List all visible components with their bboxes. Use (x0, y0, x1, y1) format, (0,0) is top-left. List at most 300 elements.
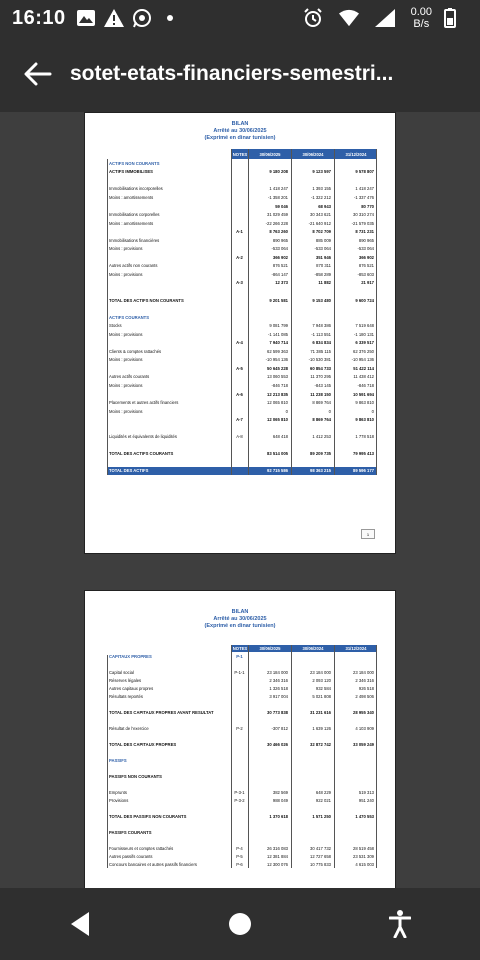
row-value-2024-12: 30 310 274 (353, 212, 374, 218)
row-note: A-2 (236, 254, 243, 260)
table-column-line (376, 645, 377, 868)
row-label: Résultat de l'exercice (109, 725, 149, 731)
row-label: Placements et autres actifs financiers (109, 400, 179, 406)
row-value-2025-06: 12 373 (275, 280, 288, 286)
battery-icon (440, 8, 460, 28)
row-value-2024-12: -1 337 476 (353, 194, 374, 200)
row-value-2024-12: 926 518 (358, 685, 374, 691)
row-value-2024-06: -10 530 381 (308, 357, 331, 363)
warning-icon (104, 8, 124, 28)
row-note: P-1-1 (234, 669, 245, 675)
table-row (107, 159, 377, 168)
row-value-2024-06: 10 775 833 (310, 861, 331, 867)
table-row (107, 828, 377, 836)
row-value-2024-12: 80 770 (361, 203, 374, 209)
table-column-line (334, 149, 335, 475)
row-label: ACTIFS IMMOBILISES (109, 169, 153, 175)
row-label: Résultats reportés (109, 693, 143, 699)
table-left-border (107, 159, 108, 475)
row-label: TOTAL DES CAPITAUX PROPRES AVANT RESULTAT (109, 709, 214, 715)
table-row (107, 321, 377, 330)
column-header: NOTES (232, 646, 248, 651)
row-value-2024-06: 12 727 658 (310, 853, 331, 859)
column-header: 30/06/2024 (291, 645, 334, 652)
row-value-2024-12: 9 863 810 (355, 400, 374, 406)
row-value-2024-06: 932 584 (315, 685, 331, 691)
row-value-2025-06: 9 081 799 (269, 323, 288, 329)
table-column-line (231, 645, 232, 868)
row-label: Autres actifs courants (109, 374, 150, 380)
pdf-viewer[interactable] (0, 112, 480, 888)
row-label: Immobilisations financières (109, 237, 160, 243)
table-row (107, 812, 377, 820)
row-value-2024-06: 6 834 834 (312, 340, 331, 346)
table-row (107, 676, 377, 684)
row-note: P-3-1 (234, 789, 245, 795)
row-value-2024-06: -1 322 212 (310, 194, 331, 200)
row-value-2025-06: 988 049 (272, 797, 288, 803)
table-row (107, 740, 377, 748)
row-value-2025-06: 2 346 316 (269, 677, 288, 683)
row-note: A-8 (236, 434, 243, 440)
row-value-2024-12: 51 422 114 (353, 365, 374, 371)
row-label: PASSIFS NON COURANTS (109, 773, 162, 779)
row-value-2024-12: 4 615 003 (355, 861, 374, 867)
row-note: A-4 (236, 340, 243, 346)
table-row (107, 467, 377, 476)
row-value-2024-12: 0 (371, 408, 374, 414)
row-value-2024-06: 98 363 215 (310, 468, 331, 474)
page-subtitle-currency: (Exprimé en dinar tunisien) (204, 623, 276, 629)
row-value-2024-12: -853 603 (357, 271, 374, 277)
row-label: Réserves légales (109, 677, 142, 683)
row-value-2024-06: 8 869 764 (312, 417, 331, 423)
table-row (107, 756, 377, 764)
table-row (107, 347, 377, 356)
column-header: 31/12/2024 (334, 645, 377, 652)
row-value-2024-06: 2 093 120 (312, 677, 331, 683)
table-header (107, 645, 377, 652)
row-value-2024-12: 2 498 506 (355, 693, 374, 699)
row-value-2024-06: 30 343 621 (310, 212, 331, 218)
row-value-2025-06: 12 065 810 (267, 400, 288, 406)
row-value-2025-06: 83 514 005 (267, 451, 288, 457)
table-header (107, 149, 377, 159)
table-row (107, 202, 377, 211)
row-note: A-6 (236, 391, 243, 397)
column-header: 31/12/2024 (334, 149, 377, 159)
table-body (107, 159, 377, 475)
row-value-2024-12: 1 778 518 (355, 434, 374, 440)
table-row (107, 708, 377, 716)
row-label: Concours bancaires et autres passifs financiers (109, 861, 197, 867)
row-note: P-4 (236, 845, 243, 851)
row-label: Moins : provisions (109, 382, 143, 388)
table-row (107, 330, 377, 339)
speed-unit: B/s (413, 18, 430, 30)
row-value-2024-06: 1 639 126 (312, 725, 331, 731)
balance-sheet-assets-table (107, 149, 377, 475)
page-subtitle: Arrêté au 30/06/2025 (213, 128, 267, 134)
table-row (107, 668, 377, 676)
balance-sheet-liabilities-table (107, 645, 377, 868)
network-speed (411, 6, 432, 30)
table-row (107, 415, 377, 424)
row-value-2024-06: 1 412 253 (312, 434, 331, 440)
row-value-2024-06: 1 393 155 (312, 186, 331, 192)
row-label: Immobilisations corporelles (109, 212, 160, 218)
row-value-2025-06: 26 316 083 (267, 845, 288, 851)
table-row (107, 458, 377, 467)
alarm-icon (303, 8, 323, 28)
row-value-2024-06: 648 229 (315, 789, 331, 795)
table-row (107, 433, 377, 442)
row-value-2025-06: 9 201 581 (269, 297, 288, 303)
row-value-2024-06: 11 238 150 (310, 391, 331, 397)
row-value-2024-12: 7 519 648 (355, 323, 374, 329)
table-row (107, 716, 377, 724)
table-row (107, 424, 377, 433)
row-value-2024-06: 11 882 (318, 280, 331, 286)
row-value-2025-06: -10 954 136 (265, 357, 288, 363)
row-value-2025-06: 50 645 228 (267, 365, 288, 371)
status-bar (0, 0, 480, 36)
gallery-icon (76, 8, 96, 28)
row-value-2025-06: 12 213 835 (267, 391, 288, 397)
row-value-2024-06: 89 209 735 (310, 451, 331, 457)
row-label: Moins : provisions (109, 357, 143, 363)
row-value-2024-12: 1 418 247 (355, 186, 374, 192)
table-row (107, 684, 377, 692)
table-column-line (291, 149, 292, 475)
back-arrow-icon (24, 62, 52, 86)
row-value-2024-12: 9 578 807 (355, 169, 374, 175)
row-value-2025-06: 12 381 884 (267, 853, 288, 859)
row-value-2025-06: 62 599 363 (267, 348, 288, 354)
row-value-2025-06: 59 046 (275, 203, 288, 209)
table-row (107, 796, 377, 804)
row-value-2025-06: -1 358 201 (267, 194, 288, 200)
row-label: CAPITAUX PROPRES (109, 653, 152, 659)
row-label: PASSIFS (109, 757, 127, 763)
table-row (107, 780, 377, 788)
app-bar (0, 36, 480, 112)
row-label: Moins : amortissements (109, 220, 154, 226)
row-value-2025-06: 1 326 518 (269, 685, 288, 691)
table-row (107, 185, 377, 194)
row-value-2025-06: 0 (285, 408, 288, 414)
table-row (107, 748, 377, 756)
table-row (107, 692, 377, 700)
row-label: Autres passifs courants (109, 853, 153, 859)
row-value-2024-12: 890 965 (358, 237, 374, 243)
row-value-2024-12: 951 240 (358, 797, 374, 803)
table-row (107, 219, 377, 228)
row-note: P-1 (236, 653, 243, 659)
row-label: Clients & comptes rattachés (109, 348, 162, 354)
row-value-2025-06: 30 466 026 (267, 741, 288, 747)
clock: 16:10 (12, 6, 66, 29)
row-value-2024-12: -21 579 035 (351, 220, 374, 226)
table-row (107, 441, 377, 450)
row-value-2024-06: 1 571 250 (312, 813, 331, 819)
row-label: Stocks (109, 323, 122, 329)
row-label: Provisions (109, 797, 129, 803)
row-value-2024-06: 5 021 808 (312, 693, 331, 699)
table-row (107, 852, 377, 860)
row-value-2024-06: -21 640 912 (308, 220, 331, 226)
pdf-page-2 (84, 590, 396, 888)
table-row (107, 373, 377, 382)
row-value-2025-06: -864 147 (271, 271, 288, 277)
row-value-2024-06: 68 943 (318, 203, 331, 209)
row-note: P-3-2 (234, 797, 245, 803)
row-value-2025-06: 31 029 459 (267, 212, 288, 218)
row-value-2024-06: 31 231 616 (310, 709, 331, 715)
table-row (107, 244, 377, 253)
row-value-2024-12: 89 596 177 (353, 468, 374, 474)
row-value-2024-06: -858 289 (314, 271, 331, 277)
row-value-2025-06: 9 180 208 (269, 169, 288, 175)
row-value-2024-12: 8 731 231 (355, 229, 374, 235)
row-label: Fournisseurs et comptes rattachés (109, 845, 174, 851)
row-label: TOTAL DES CAPITAUX PROPRES (109, 741, 177, 747)
row-note: A-7 (236, 417, 243, 423)
row-value-2024-12: 33 059 249 (353, 741, 374, 747)
row-note: P-6 (236, 861, 243, 867)
table-row (107, 398, 377, 407)
row-label: ACTIFS COURANTS (109, 314, 150, 320)
nav-home-button[interactable] (216, 900, 264, 948)
row-value-2025-06: 366 902 (272, 254, 288, 260)
table-row (107, 279, 377, 288)
table-row (107, 193, 377, 202)
row-value-2025-06: 890 965 (272, 237, 288, 243)
row-value-2025-06: -533 064 (271, 246, 288, 252)
page-title: BILAN (231, 121, 249, 127)
row-value-2024-12: -1 180 131 (353, 331, 374, 337)
row-label: TOTAL DES ACTIFS (109, 468, 149, 474)
row-value-2024-12: 28 955 340 (353, 709, 374, 715)
row-value-2025-06: 876 521 (272, 263, 288, 269)
whatsapp-icon (132, 8, 152, 28)
table-column-line (334, 645, 335, 868)
table-row (107, 356, 377, 365)
row-label: Liquidités et équivalents de liquidités (109, 434, 177, 440)
nav-accessibility-button[interactable] (376, 900, 424, 948)
column-header: 30/06/2025 (248, 645, 291, 652)
row-label: Capital social (109, 669, 134, 675)
table-row (107, 236, 377, 245)
page-subtitle-currency: (Exprimé en dinar tunisien) (204, 135, 276, 141)
row-value-2024-06: 60 854 733 (310, 365, 331, 371)
row-value-2025-06: -22 266 228 (265, 220, 288, 226)
column-header: NOTES (231, 149, 248, 159)
row-label: PASSIFS COURANTS (109, 829, 152, 835)
row-value-2024-06: -533 064 (314, 246, 331, 252)
circle-home-icon (228, 912, 252, 936)
row-value-2025-06: 1 370 618 (269, 813, 288, 819)
row-label: Autres capitaux propres (109, 685, 154, 691)
row-value-2024-06: 30 417 732 (310, 845, 331, 851)
row-value-2025-06: 7 940 714 (269, 340, 288, 346)
table-row (107, 253, 377, 262)
column-header: 30/06/2025 (248, 149, 291, 159)
row-value-2024-12: 62 376 250 (353, 348, 374, 354)
table-row (107, 652, 377, 660)
row-value-2024-12: 23 184 000 (353, 669, 374, 675)
row-value-2024-12: 4 103 909 (355, 725, 374, 731)
row-value-2024-12: 876 521 (358, 263, 374, 269)
row-value-2024-12: 519 313 (358, 789, 374, 795)
table-row (107, 176, 377, 185)
row-note: A-1 (236, 229, 243, 235)
table-row (107, 788, 377, 796)
table-row (107, 820, 377, 828)
row-value-2024-06: 11 370 295 (310, 374, 331, 380)
row-value-2024-06: 885 009 (315, 237, 331, 243)
table-row (107, 844, 377, 852)
row-note: P-2 (236, 725, 243, 731)
table-row (107, 660, 377, 668)
row-value-2024-06: 922 021 (315, 797, 331, 803)
pdf-page-1 (84, 112, 396, 554)
table-row (107, 381, 377, 390)
nav-back-button[interactable] (56, 900, 104, 948)
table-row (107, 390, 377, 399)
row-value-2024-12: 9 863 810 (355, 417, 374, 423)
row-label: Immobilisations incorporelles (109, 186, 163, 192)
row-value-2024-12: 366 902 (358, 254, 374, 260)
table-body (107, 652, 377, 868)
row-value-2024-12: 10 591 694 (353, 391, 374, 397)
row-value-2024-12: 9 600 724 (355, 297, 374, 303)
column-header: 30/06/2024 (291, 149, 334, 159)
row-label: Emprunts (109, 789, 127, 795)
table-row (107, 287, 377, 296)
row-value-2024-12: 21 917 (361, 280, 374, 286)
row-value-2025-06: 23 184 000 (267, 669, 288, 675)
row-value-2025-06: -1 141 085 (267, 331, 288, 337)
row-value-2024-12: 6 339 517 (355, 340, 374, 346)
table-column-line (231, 149, 232, 475)
table-left-border (107, 655, 108, 868)
back-button[interactable] (8, 44, 68, 104)
page-title: BILAN (231, 609, 249, 615)
table-row (107, 836, 377, 844)
row-value-2024-06: -1 113 551 (311, 331, 331, 337)
row-label: TOTAL DES ACTIFS COURANTS (109, 451, 174, 457)
row-note: A-5 (236, 365, 243, 371)
row-value-2024-06: 0 (328, 408, 331, 414)
row-value-2024-06: 71 385 115 (310, 348, 331, 354)
speed-value: 0.00 (410, 6, 432, 18)
row-label: ACTIFS NON COURANTS (109, 160, 160, 166)
table-row (107, 168, 377, 177)
row-value-2024-12: 11 438 412 (353, 374, 374, 380)
row-value-2024-06: 9 123 597 (312, 169, 331, 175)
row-value-2024-12: 23 531 309 (353, 853, 374, 859)
row-value-2024-06: 351 946 (315, 254, 331, 260)
row-label: Moins : provisions (109, 246, 143, 252)
row-label: Autres actifs non courants (109, 263, 158, 269)
table-row (107, 364, 377, 373)
table-row (107, 262, 377, 271)
triangle-back-icon (69, 911, 91, 937)
table-row (107, 804, 377, 812)
row-label: Moins : provisions (109, 408, 143, 414)
wifi-icon (339, 8, 359, 28)
table-row (107, 227, 377, 236)
row-label: Moins : amortissements (109, 194, 154, 200)
table-row (107, 772, 377, 780)
row-label: TOTAL DES PASSIFS NON COURANTS (109, 813, 187, 819)
page-number: 1 (361, 529, 375, 539)
row-value-2025-06: 30 773 838 (267, 709, 288, 715)
row-value-2024-12: 2 346 316 (355, 677, 374, 683)
table-row (107, 210, 377, 219)
table-row (107, 296, 377, 305)
row-value-2025-06: 3 917 004 (269, 693, 288, 699)
row-note: P-5 (236, 853, 243, 859)
row-value-2024-12: -846 718 (357, 382, 374, 388)
notification-dot-icon (160, 8, 180, 28)
row-value-2025-06: 648 418 (272, 434, 288, 440)
document-title: sotet-etats-financiers-semestri... (70, 62, 394, 85)
row-value-2024-06: 8 702 709 (312, 229, 331, 235)
table-row (107, 304, 377, 313)
row-value-2024-06: 8 869 764 (312, 400, 331, 406)
row-value-2025-06: 8 763 260 (269, 229, 288, 235)
table-row (107, 450, 377, 459)
row-value-2024-06: -843 145 (314, 382, 331, 388)
row-value-2024-12: 1 470 553 (355, 813, 374, 819)
row-label: TOTAL DES ACTIFS NON COURANTS (109, 297, 184, 303)
row-note: A-3 (236, 280, 243, 286)
row-value-2025-06: 92 715 586 (267, 468, 288, 474)
row-value-2025-06: 13 060 553 (267, 374, 288, 380)
row-label: Moins : provisions (109, 331, 143, 337)
table-row (107, 313, 377, 322)
row-value-2024-12: 79 995 413 (353, 451, 374, 457)
table-row (107, 724, 377, 732)
row-value-2024-12: 28 519 458 (353, 845, 374, 851)
table-column-line (248, 149, 249, 475)
table-row (107, 338, 377, 347)
row-label: Moins : provisions (109, 271, 143, 277)
row-value-2024-06: 32 872 742 (310, 741, 331, 747)
row-value-2025-06: 12 065 810 (267, 417, 288, 423)
row-value-2024-06: 7 948 386 (312, 323, 331, 329)
row-value-2025-06: -846 718 (271, 382, 288, 388)
row-value-2024-06: 870 311 (316, 263, 331, 269)
row-value-2024-06: 23 184 000 (310, 669, 331, 675)
table-row (107, 732, 377, 740)
row-value-2025-06: 382 569 (272, 789, 288, 795)
row-value-2025-06: -307 812 (271, 725, 288, 731)
signal-icon (375, 8, 395, 28)
row-value-2024-12: -10 954 136 (351, 357, 374, 363)
table-row (107, 860, 377, 868)
table-column-line (291, 645, 292, 868)
table-row (107, 764, 377, 772)
row-value-2024-12: -533 064 (357, 246, 374, 252)
accessibility-icon (389, 910, 411, 938)
table-row (107, 700, 377, 708)
row-value-2025-06: 1 418 247 (269, 186, 288, 192)
navigation-bar (0, 888, 480, 960)
row-value-2024-06: 9 153 480 (312, 297, 331, 303)
